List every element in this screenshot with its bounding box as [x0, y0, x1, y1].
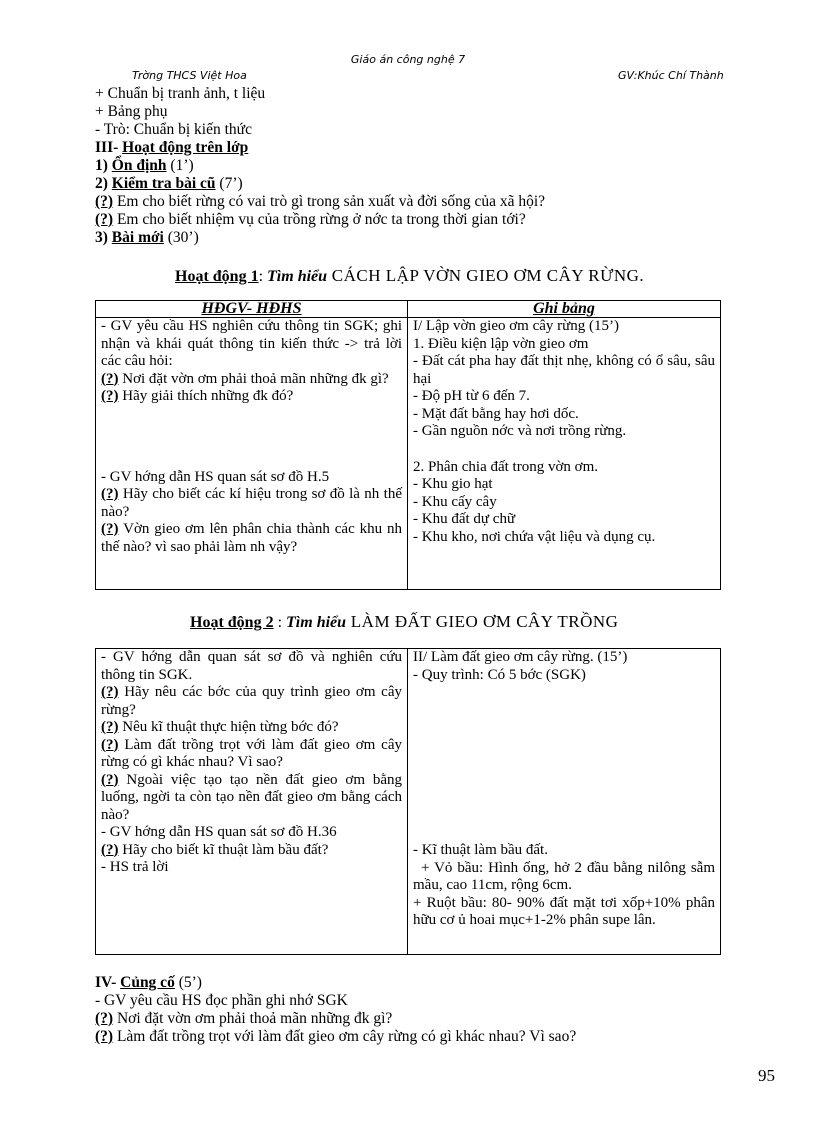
document-header-title: Giáo án công nghệ 7 — [350, 53, 466, 66]
page-number: 95 — [758, 1066, 775, 1085]
step-3-title: Bài mới — [111, 229, 164, 246]
step-1: 1) Ổn định (1’) — [95, 157, 194, 174]
teacher-student-cell: - GV yêu cầu HS nghiên cứu thông tin SGK; ghi nhận và khái quát thông tin kiến thức -> trả lời các câu hỏi: (?) Nơi đặt vờn ơm phải thoả mãn những đk gì? (?) Hãy giải thích những đk đó? - GV hớng dẫn HS quan sát sơ đồ H.5 (?) Hãy cho biết các kí hiệu trong sơ đồ là nh thế nào? (?) Vờn gieo ơm lên phân chia thành các khu nh thế nào? vì sao phải làm nh vậy? — [96, 318, 408, 590]
activity-1-table — [95, 300, 721, 590]
question-mark-icon: (?) — [95, 193, 114, 210]
question-mark-icon: (?) — [101, 771, 119, 788]
question-mark-icon: (?) — [101, 841, 119, 858]
school-name: Trờng THCS Việt Hoa — [132, 69, 247, 82]
step-3: 3) Bài mới (30’) — [95, 229, 199, 246]
question-mark-icon: (?) — [101, 684, 119, 700]
teacher-name: GV:Khúc Chí Thành — [618, 69, 724, 82]
column-header-teacher-student: HĐGV- HĐHS — [96, 301, 408, 318]
review-line: (?) Làm đất trồng trọt với làm đất gieo ơm cây rừng có gì khác nhau? Vì sao? — [95, 1028, 577, 1045]
board-notes-cell: I/ Lập vờn gieo ơm cây rừng (15’) 1. Điều kiện lập vờn gieo ơm - Đất cát pha hay đất thịt nhẹ, không có ổ sâu, sâu hại - Độ pH từ 6 đến 7. - Mặt đất bằng hay hơi dốc. - Gần nguồn nớc và nơi trồng rừng. 2. Phân chia đất trong vờn ơm. - Khu gio hạt - Khu cấy cây - Khu đất dự chữ - Khu kho, nơi chứa vật liệu và dụng cụ. — [408, 318, 721, 590]
section-3-heading: III- Hoạt động trên lớp — [95, 139, 249, 156]
question-mark-icon: (?) — [101, 370, 119, 387]
step-1-title: Ổn định — [111, 157, 167, 174]
step-2: 2) Kiểm tra bài cũ (7’) — [95, 175, 243, 192]
intro-line: - Trò: Chuẩn bị kiến thức — [95, 121, 252, 138]
question-mark-icon: (?) — [101, 719, 119, 735]
question-mark-icon: (?) — [95, 211, 114, 228]
activity-1-heading: Hoạt động 1: Tìm hiểu CÁCH LẬP VỜN GIEO ƠM CÂY RỪNG. — [175, 266, 645, 285]
intro-line: + Chuẩn bị tranh ảnh, t liệu — [95, 85, 266, 102]
question-mark-icon: (?) — [101, 736, 119, 753]
review-line: (?) Nơi đặt vờn ơm phải thoả mãn những đk gì? — [95, 1010, 393, 1027]
question-mark-icon: (?) — [101, 486, 119, 502]
review-question: (?) Em cho biết nhiệm vụ của trồng rừng ở nớc ta trong thời gian tới? — [95, 211, 526, 228]
question-mark-icon: (?) — [95, 1028, 114, 1045]
section-4-heading: IV- Củng cố (5’) — [95, 974, 202, 991]
column-header-board-notes: Ghi bảng — [408, 301, 721, 318]
question-mark-icon: (?) — [101, 521, 119, 537]
step-2-title: Kiểm tra bài cũ — [111, 175, 216, 192]
question-mark-icon: (?) — [95, 1010, 114, 1027]
board-notes-cell: II/ Làm đất gieo ơm cây rừng. (15’) - Quy trình: Có 5 bớc (SGK) - Kĩ thuật làm bầu đất. + Vỏ bầu: Hình ống, hở 2 đầu bằng nilông sẫm mầu, cao 11cm, rộng 6cm. + Ruột bầu: 80- 90% đất mặt tơi xốp+10% phân hữu cơ ủ hoai mục+1-2% phân supe lân. — [408, 649, 721, 955]
section-3-title: Hoạt động trên lớp — [122, 139, 249, 156]
review-question: (?) Em cho biết rừng có vai trò gì trong sản xuất và đời sống của xã hội? — [95, 193, 546, 210]
section-4-title: Củng cố — [120, 974, 175, 991]
activity-2-heading: Hoạt động 2 : Tìm hiểu LÀM ĐẤT GIEO ƠM CÂY TRỒNG — [190, 612, 619, 631]
review-line: - GV yêu cầu HS đọc phần ghi nhớ SGK — [95, 992, 348, 1009]
activity-2-table — [95, 648, 721, 955]
intro-line: + Bảng phụ — [95, 103, 168, 120]
teacher-student-cell: - GV hớng dẫn quan sát sơ đồ và nghiên cứu thông tin SGK. (?) Hãy nêu các bớc của quy trình gieo ơm cây rừng? (?) Nêu kĩ thuật thực hiện từng bớc đó? (?) Làm đất trồng trọt với làm đất gieo ơm cây rừng có gì khác nhau? Vì sao? (?) Ngoài việc tạo tạo nền đất gieo ơm bằng luống, ngời ta còn tạo nền đất gieo ơm bằng cách nào? - GV hớng dẫn HS quan sát sơ đồ H.36 (?) Hãy cho biết kĩ thuật làm bầu đất? - HS trả lời — [96, 649, 408, 955]
question-mark-icon: (?) — [101, 388, 119, 404]
